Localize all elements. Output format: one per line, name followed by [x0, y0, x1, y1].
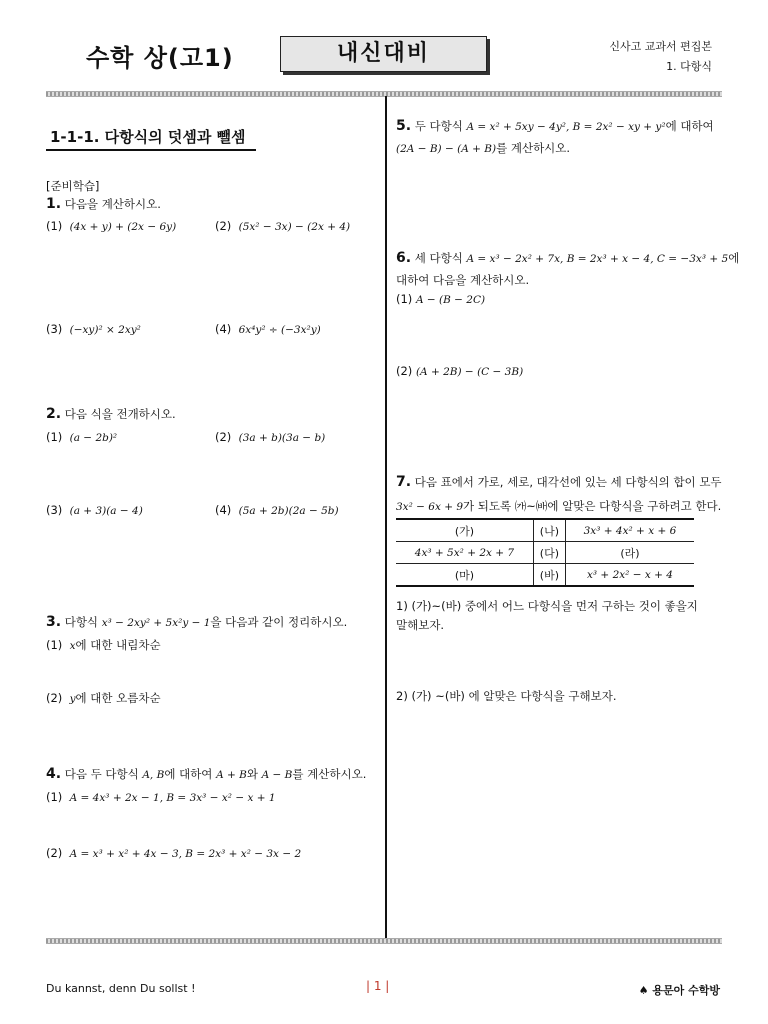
bell-icon: ♠: [638, 984, 649, 997]
question-3: 3. 다항식 x³ − 2xy² + 5x²y − 1을 다음과 같이 정리하시오.: [46, 614, 348, 630]
question-number: 2.: [46, 406, 62, 422]
bottom-divider: [46, 938, 722, 944]
table-cell: (마): [396, 564, 533, 587]
q7-sub-2: 2) (가) ~(바) 에 알맞은 다항식을 구해보자.: [396, 689, 617, 703]
table-cell: (바): [533, 564, 565, 587]
table-cell: (나): [533, 519, 565, 542]
q6-item-2: (2) (A + 2B) − (C − 3B): [396, 364, 524, 378]
question-number: 7.: [396, 474, 412, 490]
q2-item-1: (1) (a − 2b)²: [46, 430, 118, 444]
question-7-line-2: 3x² − 6x + 9가 되도록 ㈎~㈓에 알맞은 다항식을 구하려고 한다.: [396, 499, 722, 513]
exam-prep-badge: 내신대비: [280, 36, 487, 72]
q3-item-2: (2) y에 대한 오름차순: [46, 691, 161, 705]
q1-item-4: (4) 6x⁴y² ÷ (−3x²y): [215, 322, 321, 336]
section-underline: [46, 149, 256, 151]
q4-item-1: (1) A = 4x³ + 2x − 1, B = 3x³ − x² − x + 1: [46, 790, 276, 804]
question-number: 1.: [46, 196, 62, 212]
question-number: 4.: [46, 766, 62, 782]
table-row: [396, 564, 694, 587]
table-cell: 4x³ + 5x² + 2x + 7: [396, 542, 533, 564]
footer-brand: ♠ 용문아 수학방: [638, 984, 720, 997]
q2-item-2: (2) (3a + b)(3a − b): [215, 430, 326, 444]
q7-sub-1-line-2: 말해보자.: [396, 618, 445, 632]
question-prompt: 다음 식을 전개하시오.: [64, 407, 176, 421]
q1-item-3: (3) (−xy)² × 2xy²: [46, 322, 141, 336]
question-6-line-2: 대하여 다음을 계산하시오.: [396, 273, 530, 287]
table-cell: x³ + 2x² − x + 4: [565, 564, 694, 587]
q1-item-2: (2) (5x² − 3x) − (2x + 4): [215, 219, 351, 233]
table-cell: (라): [565, 542, 694, 564]
question-4: 4. 다음 두 다항식 A, B에 대하여 A + B와 A − B를 계산하시오.: [46, 766, 367, 782]
question-1: [46, 196, 161, 212]
question-5: 5. 두 다항식 A = x² + 5xy − 4y², B = 2x² − xy + y²에 대하여: [396, 118, 714, 134]
q6-item-1: (1) A − (B − 2C): [396, 292, 486, 306]
textbook-label: 신사고 교과서 편집본: [609, 40, 712, 53]
q4-item-2: (2) A = x³ + x² + 4x − 3, B = 2x³ + x² − 3x − 2: [46, 846, 302, 860]
chapter-label: 1. 다항식: [666, 60, 712, 73]
document-title: 수학 상(고1): [86, 44, 234, 72]
q2-item-4: (4) (5a + 2b)(2a − 5b): [215, 503, 339, 517]
q2-item-3: (3) (a + 3)(a − 4): [46, 503, 143, 517]
top-divider: [46, 91, 722, 97]
q7-sub-1-line-1: 1) (가)~(바) 중에서 어느 다항식을 먼저 구하는 것이 좋을지: [396, 599, 698, 613]
page-number: | 1 |: [366, 979, 390, 993]
question-number: 3.: [46, 614, 62, 630]
q3-item-1: (1) x에 대한 내림차순: [46, 638, 161, 652]
table-row: [396, 519, 694, 542]
question-number: 6.: [396, 250, 412, 266]
magic-square-table: [396, 518, 694, 587]
table-cell: (다): [533, 542, 565, 564]
question-6: 6. 세 다항식 A = x³ − 2x² + 7x, B = 2x³ + x − 4, C = −3x³ + 5에: [396, 250, 740, 266]
question-prompt: 다음을 계산하시오.: [64, 197, 161, 211]
question-7: 7. 다음 표에서 가로, 세로, 대각선에 있는 세 다항식의 합이 모두: [396, 474, 722, 490]
table-cell: 3x³ + 4x² + x + 6: [565, 519, 694, 542]
question-number: 5.: [396, 118, 412, 134]
section-title: 1-1-1. 다항식의 덧셈과 뺄셈: [50, 128, 246, 146]
question-5-line-2: (2A − B) − (A + B)를 계산하시오.: [396, 141, 571, 155]
prep-label: [준비학습]: [46, 179, 100, 193]
footer-motto: Du kannst, denn Du sollst !: [46, 982, 196, 995]
table-row: [396, 542, 694, 564]
q1-item-1: (1) (4x + y) + (2x − 6y): [46, 219, 177, 233]
column-divider: [385, 96, 387, 940]
question-2: [46, 406, 176, 422]
table-cell: (가): [396, 519, 533, 542]
